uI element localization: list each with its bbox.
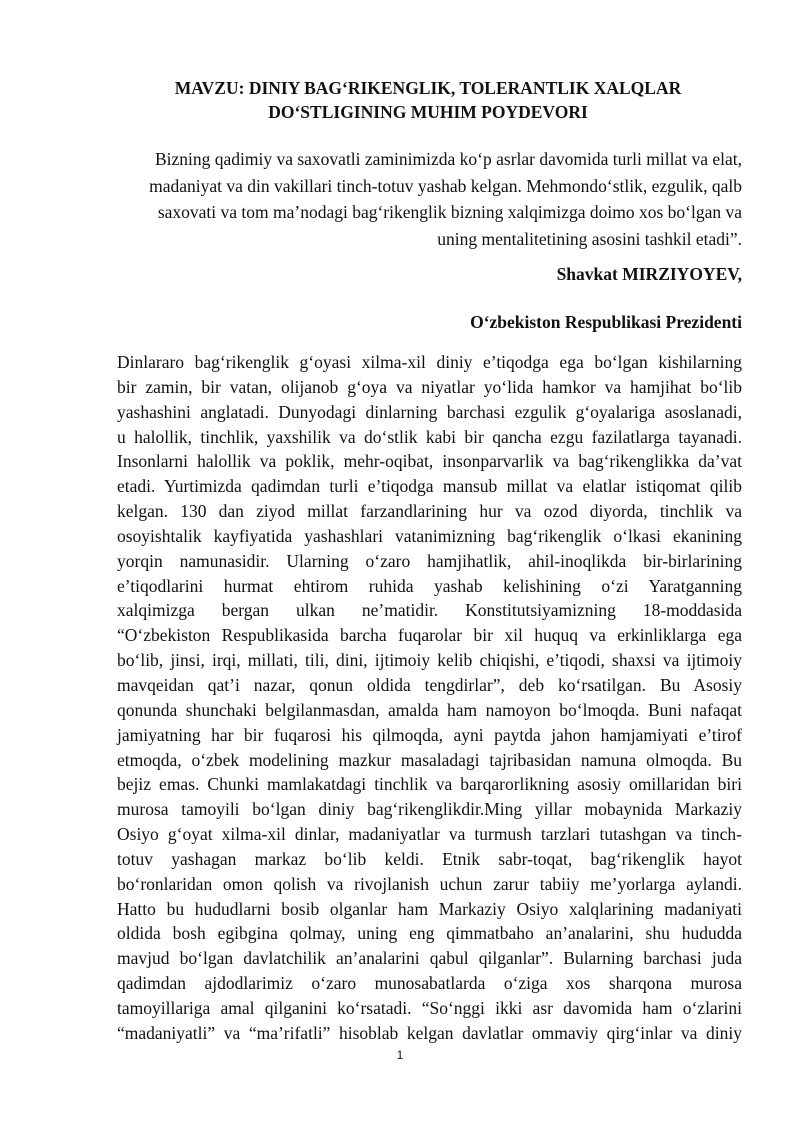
page-number: 1	[396, 1048, 404, 1062]
epigraph-author-position: O‘zbekiston Respublikasi Prezidenti	[470, 312, 742, 332]
body-line: jamiyatning har bir fuqarosi his qilmoqda, ayni paytda jahon hamjamiyati e’tirof	[117, 724, 742, 745]
body-paragraph	[117, 350, 742, 1046]
body-line: e’tiqodlarini hurmat ehtirom ruhida yashab kelishining o‘zi Yaratganning	[117, 575, 742, 596]
body-line: murosa tamoyili bo‘lgan diniy bag‘rikenglikdir.Ming yillar mobaynida Markaziy	[117, 799, 742, 820]
body-line: qonunda shunchaki belgilanmasdan, amalda ham namoyon bo‘lmoqda. Buni nafaqat	[117, 699, 742, 720]
body-line: oldida bosh egibgina qolmay, uning eng qimmatbaho an’analarini, shu hududda	[117, 923, 742, 944]
body-line: etadi. Yurtimizda qadimdan turli e’tiqodga mansub millat va elatlar istiqomat qilib	[117, 476, 742, 497]
body-line: qadimdan ajdodlarimiz o‘zaro munosabatlarda o‘ziga xos sharqona murosa	[117, 973, 742, 994]
document-title: MAVZU: DINIY BAG‘RIKENGLIK, TOLERANTLIK XALQLAR DO‘STLIGINING MUHIM POYDEVORI	[174, 78, 682, 122]
body-line: etmoqda, o‘zbek modelining mazkur masaladagi tajribasidan namuna olmoqda. Bu	[117, 749, 742, 770]
epigraph-quote: Bizning qadimiy va saxovatli zaminimizda ko‘p asrlar davomida turli millat va elat, madaniyat va din vakillari tinch-totuv yashab kelgan. Mehmondo‘stlik, ezgulik, qalb saxovati va tom ma’nodagi bag‘rikenglik bizning xalqimizga doimo xos bo‘lgan va uning mentalitetining asosini tashkil etadi”.	[149, 149, 742, 249]
body-line: totuv yashagan markaz bo‘lib keldi. Etnik sabr-toqat, bag‘rikenglik hayot	[117, 848, 742, 869]
body-line: bo‘ronlaridan omon qolish va rivojlanish uchun zarur tabiiy me’yorlarga aylandi.	[117, 873, 742, 894]
body-line: Hatto bu hududlarni bosib olganlar ham Markaziy Osiyo xalqlarining madaniyati	[117, 898, 742, 919]
body-line: “madaniyatli” va “ma’rifatli” hisoblab kelgan davlatlar ommaviy qirg‘inlar va diniy	[117, 1022, 742, 1043]
body-line: mavjud bo‘lgan davlatchilik an’analarini qabul qilganlar”. Bularning barchasi juda	[117, 948, 742, 969]
body-line: xalqimizga bergan ulkan ne’matidir. Konstitutsiyamizning 18-moddasida	[117, 600, 742, 621]
body-line: Insonlarni halollik va poklik, mehr-oqibat, insonparvarlik va bag‘rikenglikka da’vat	[117, 451, 742, 472]
body-line: bir zamin, bir vatan, olijanob g‘oya va niyatlar yo‘lida hamkor va hamjihat bo‘lib	[117, 376, 742, 397]
body-line: “O‘zbekiston Respublikasida barcha fuqarolar bir xil huquq va erkinliklarga ega	[117, 625, 742, 646]
body-line: Dinlararo bag‘rikenglik g‘oyasi xilma-xil diniy e’tiqodga ega bo‘lgan kishilarning	[117, 352, 742, 372]
body-line: kelgan. 130 dan ziyod millat farzandlarining hur va ozod diyorda, tinchlik va	[117, 501, 742, 522]
body-line: bejiz emas. Chunki mamlakatdagi tinchlik va barqarorlikning asosiy omillaridan biri	[117, 774, 742, 795]
body-line: u halollik, tinchlik, yaxshilik va do‘stlik kabi bir qancha ezgu fazilatlarga tayanadi.	[117, 426, 742, 447]
body-line: bo‘lib, jinsi, irqi, millati, tili, dini, ijtimoiy kelib chiqishi, e’tiqodi, shaxsi va ijtimoiy	[117, 650, 742, 671]
body-line: tamoyillariga amal qilganini ko‘rsatadi. “So‘nggi ikki asr davomida ham o‘zlarini	[117, 997, 742, 1018]
epigraph-author: Shavkat MIRZIYOYEV,	[556, 264, 742, 284]
body-line: mavqeidan qat’i nazar, qonun oldida tengdirlar”, deb ko‘rsatilgan. Bu Asosiy	[117, 674, 742, 695]
body-line: yorqin namunasidir. Ularning o‘zaro hamjihatlik, ahil-inoqlikda bir-birlarining	[117, 550, 742, 571]
body-line: osoyishtalik kayfiyatida yashashlari vatanimizning bag‘rikenglik o‘lkasi ekanining	[117, 525, 742, 546]
body-line: yashashini anglatadi. Dunyodagi dinlarning barchasi ezgulik g‘oyalariga asoslanadi,	[117, 401, 742, 422]
body-line: Osiyo g‘oyat xilma-xil dinlar, madaniyatlar va turmush tarzlari tutashgan va tinch-	[117, 824, 742, 845]
